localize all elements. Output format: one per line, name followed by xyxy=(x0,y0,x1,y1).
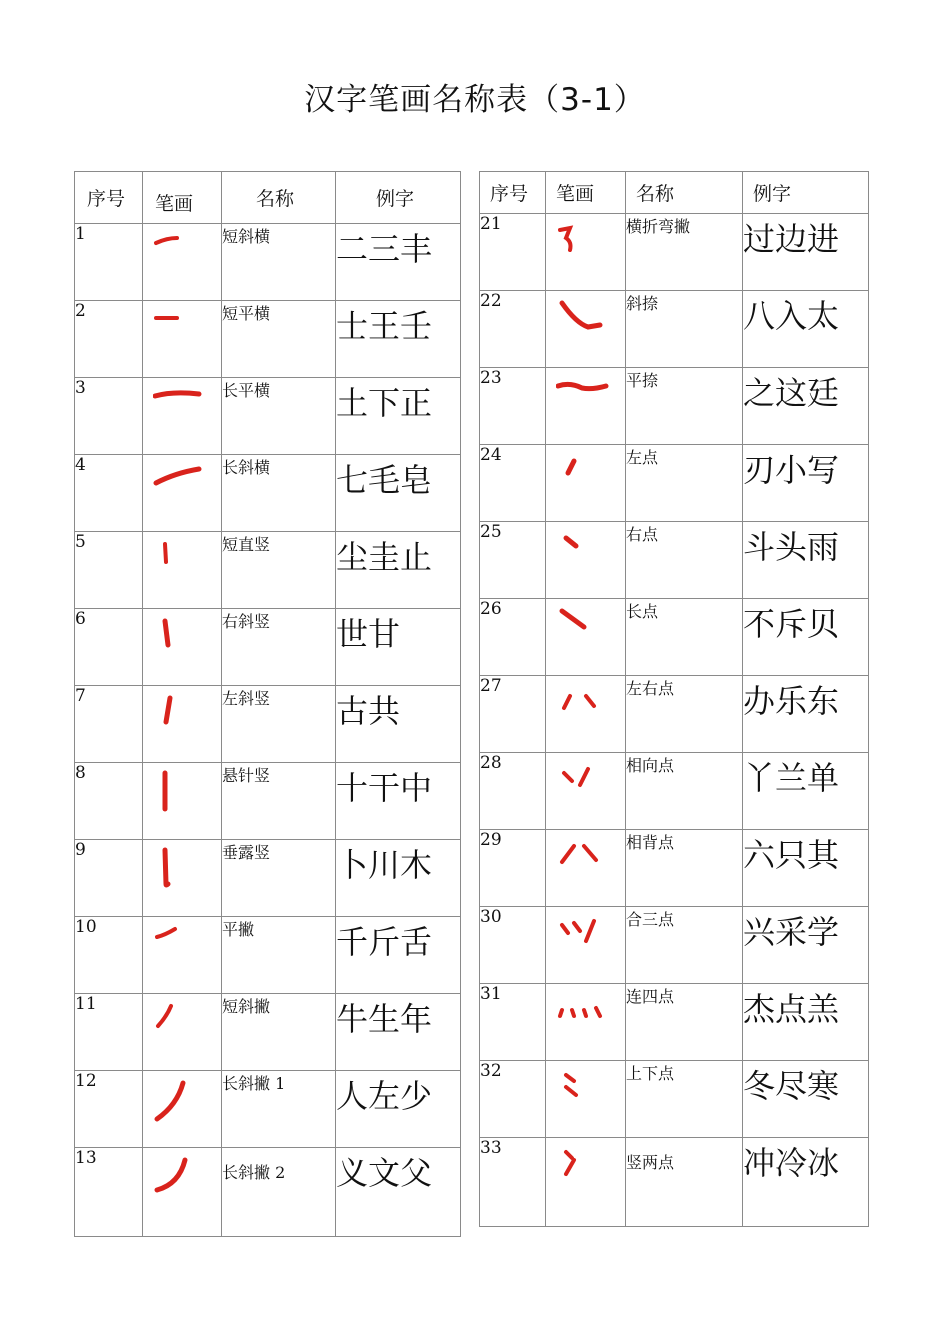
table-row xyxy=(480,1138,869,1227)
header-row xyxy=(75,172,461,224)
row-number: 23 xyxy=(480,368,546,445)
short-vertical-stroke-icon xyxy=(153,538,209,584)
example-characters: 义文父 xyxy=(336,1148,461,1237)
header-number: 序号 xyxy=(480,172,546,214)
row-number: 11 xyxy=(75,994,143,1071)
header-name: 名称 xyxy=(222,172,336,224)
table-row xyxy=(75,532,461,609)
stroke-cell xyxy=(546,830,626,907)
header-row xyxy=(480,172,869,214)
stroke-name: 长平横 xyxy=(222,378,336,455)
back-to-back-dots-stroke-icon xyxy=(556,836,612,882)
stroke-cell xyxy=(546,214,626,291)
left-right-dots-stroke-icon xyxy=(556,682,612,728)
table-row xyxy=(75,1148,461,1237)
row-number: 24 xyxy=(480,445,546,522)
table-row xyxy=(480,1061,869,1138)
short-flat-horizontal-stroke-icon xyxy=(153,307,209,353)
facing-dots-stroke-icon xyxy=(556,759,612,805)
stroke-name: 垂露竖 xyxy=(222,840,336,917)
stroke-name: 长斜横 xyxy=(222,455,336,532)
table-row xyxy=(480,676,869,753)
header-examples: 例字 xyxy=(743,172,869,214)
stroke-cell xyxy=(143,301,222,378)
long-flat-horizontal-stroke-icon xyxy=(153,384,209,430)
row-number: 25 xyxy=(480,522,546,599)
row-number: 5 xyxy=(75,532,143,609)
row-number: 9 xyxy=(75,840,143,917)
example-characters: 尘圭止 xyxy=(336,532,461,609)
table-row xyxy=(480,214,869,291)
stroke-name: 斜捺 xyxy=(626,291,743,368)
example-characters: 冬尽寒 xyxy=(743,1061,869,1138)
stroke-cell xyxy=(546,676,626,753)
table-row xyxy=(75,1071,461,1148)
table-row xyxy=(480,984,869,1061)
table-row xyxy=(75,994,461,1071)
example-characters: 世甘 xyxy=(336,609,461,686)
table-row xyxy=(480,830,869,907)
row-number: 28 xyxy=(480,753,546,830)
stroke-cell xyxy=(143,532,222,609)
table-row xyxy=(480,753,869,830)
stroke-cell xyxy=(546,907,626,984)
stroke-name: 左斜竖 xyxy=(222,686,336,763)
row-number: 6 xyxy=(75,609,143,686)
stroke-cell xyxy=(143,686,222,763)
header-stroke: 笔画 xyxy=(546,172,626,214)
stroke-cell xyxy=(143,917,222,994)
flat-right-falling-stroke-icon xyxy=(556,374,612,420)
row-number: 13 xyxy=(75,1148,143,1237)
upper-lower-dots-stroke-icon xyxy=(556,1067,612,1113)
stroke-cell xyxy=(143,840,222,917)
table-row xyxy=(75,840,461,917)
stroke-name: 右点 xyxy=(626,522,743,599)
example-characters: 士王壬 xyxy=(336,301,461,378)
table-row xyxy=(480,368,869,445)
table-row xyxy=(480,445,869,522)
stroke-cell xyxy=(546,445,626,522)
short-slanted-left-falling-stroke-icon xyxy=(153,1000,209,1046)
left-dot-stroke-icon xyxy=(556,451,612,497)
horizontal-turn-bend-left-falling-stroke-icon xyxy=(556,220,612,266)
example-characters: 兴采学 xyxy=(743,907,869,984)
table-row xyxy=(480,522,869,599)
stroke-cell xyxy=(143,378,222,455)
long-slanted-left-falling-stroke-1-icon xyxy=(153,1077,209,1123)
row-number: 30 xyxy=(480,907,546,984)
row-number: 12 xyxy=(75,1071,143,1148)
stroke-cell xyxy=(546,522,626,599)
table-row xyxy=(480,907,869,984)
table-row xyxy=(480,599,869,676)
right-slanted-vertical-stroke-icon xyxy=(153,615,209,661)
stroke-cell xyxy=(143,609,222,686)
stroke-name: 短平横 xyxy=(222,301,336,378)
table-row xyxy=(75,455,461,532)
row-number: 29 xyxy=(480,830,546,907)
stroke-cell xyxy=(546,368,626,445)
stroke-cell xyxy=(546,984,626,1061)
stroke-name: 合三点 xyxy=(626,907,743,984)
stroke-cell xyxy=(546,1138,626,1227)
stroke-name: 平撇 xyxy=(222,917,336,994)
row-number: 26 xyxy=(480,599,546,676)
example-characters: 之这廷 xyxy=(743,368,869,445)
stroke-cell xyxy=(143,763,222,840)
header-stroke: 笔画 xyxy=(143,172,222,224)
example-characters: 八入太 xyxy=(743,291,869,368)
suspended-needle-vertical-stroke-icon xyxy=(153,769,209,815)
row-number: 8 xyxy=(75,763,143,840)
stroke-name: 长点 xyxy=(626,599,743,676)
example-characters: 丫兰单 xyxy=(743,753,869,830)
row-number: 1 xyxy=(75,224,143,301)
stroke-cell xyxy=(143,455,222,532)
stroke-name: 左点 xyxy=(626,445,743,522)
long-slanted-left-falling-stroke-2-icon xyxy=(153,1154,209,1200)
three-converging-dots-stroke-icon xyxy=(556,913,612,959)
example-characters: 过边进 xyxy=(743,214,869,291)
table-row xyxy=(75,686,461,763)
table-row xyxy=(75,378,461,455)
row-number: 4 xyxy=(75,455,143,532)
long-slanted-horizontal-stroke-icon xyxy=(153,461,209,507)
stroke-name: 竖两点 xyxy=(626,1138,743,1227)
example-characters: 办乐东 xyxy=(743,676,869,753)
table-row xyxy=(75,763,461,840)
example-characters: 斗头雨 xyxy=(743,522,869,599)
row-number: 3 xyxy=(75,378,143,455)
stroke-cell xyxy=(546,753,626,830)
header-name: 名称 xyxy=(626,172,743,214)
slanted-right-falling-stroke-icon xyxy=(556,297,612,343)
row-number: 32 xyxy=(480,1061,546,1138)
table-row xyxy=(480,291,869,368)
row-number: 33 xyxy=(480,1138,546,1227)
header-number: 序号 xyxy=(75,172,143,224)
example-characters: 冲冷冰 xyxy=(743,1138,869,1227)
header-examples: 例字 xyxy=(336,172,461,224)
stroke-cell xyxy=(546,599,626,676)
example-characters: 十干中 xyxy=(336,763,461,840)
stroke-name: 左右点 xyxy=(626,676,743,753)
example-characters: 七毛皂 xyxy=(336,455,461,532)
stroke-table-right xyxy=(479,171,869,1227)
example-characters: 卜川木 xyxy=(336,840,461,917)
stroke-cell xyxy=(546,1061,626,1138)
stroke-cell xyxy=(143,224,222,301)
vertical-two-dots-stroke-icon xyxy=(556,1144,612,1190)
example-characters: 古共 xyxy=(336,686,461,763)
long-dot-stroke-icon xyxy=(556,605,612,651)
table-row xyxy=(75,301,461,378)
stroke-name: 悬针竖 xyxy=(222,763,336,840)
stroke-name: 长斜撇 1 xyxy=(222,1071,336,1148)
row-number: 2 xyxy=(75,301,143,378)
dewdrop-vertical-stroke-icon xyxy=(153,846,209,892)
table-row xyxy=(75,917,461,994)
right-dot-stroke-icon xyxy=(556,528,612,574)
example-characters: 千斤舌 xyxy=(336,917,461,994)
stroke-table-left xyxy=(74,171,461,1237)
row-number: 7 xyxy=(75,686,143,763)
left-slanted-vertical-stroke-icon xyxy=(153,692,209,738)
stroke-name: 右斜竖 xyxy=(222,609,336,686)
example-characters: 刃小写 xyxy=(743,445,869,522)
row-number: 31 xyxy=(480,984,546,1061)
stroke-name: 短斜横 xyxy=(222,224,336,301)
four-connected-dots-stroke-icon xyxy=(556,990,612,1036)
short-slanted-horizontal-stroke-icon xyxy=(153,230,209,276)
example-characters: 牛生年 xyxy=(336,994,461,1071)
example-characters: 二三丰 xyxy=(336,224,461,301)
table-row xyxy=(75,609,461,686)
row-number: 10 xyxy=(75,917,143,994)
stroke-cell xyxy=(546,291,626,368)
stroke-name: 连四点 xyxy=(626,984,743,1061)
stroke-cell xyxy=(143,1071,222,1148)
stroke-cell xyxy=(143,1148,222,1237)
example-characters: 不斥贝 xyxy=(743,599,869,676)
stroke-name: 上下点 xyxy=(626,1061,743,1138)
row-number: 27 xyxy=(480,676,546,753)
row-number: 22 xyxy=(480,291,546,368)
stroke-name: 平捺 xyxy=(626,368,743,445)
example-characters: 人左少 xyxy=(336,1071,461,1148)
stroke-name: 短直竖 xyxy=(222,532,336,609)
example-characters: 六只其 xyxy=(743,830,869,907)
stroke-name: 相向点 xyxy=(626,753,743,830)
stroke-cell xyxy=(143,994,222,1071)
flat-left-falling-stroke-icon xyxy=(153,923,209,969)
table-body-right xyxy=(480,214,869,1227)
row-number: 21 xyxy=(480,214,546,291)
stroke-name: 长斜撇 2 xyxy=(222,1148,336,1237)
table-body-left xyxy=(75,224,461,1237)
table-row xyxy=(75,224,461,301)
example-characters: 土下正 xyxy=(336,378,461,455)
stroke-name: 横折弯撇 xyxy=(626,214,743,291)
stroke-name: 短斜撇 xyxy=(222,994,336,1071)
page-title: 汉字笔画名称表（3-1） xyxy=(304,82,646,118)
example-characters: 杰点羔 xyxy=(743,984,869,1061)
stroke-name: 相背点 xyxy=(626,830,743,907)
